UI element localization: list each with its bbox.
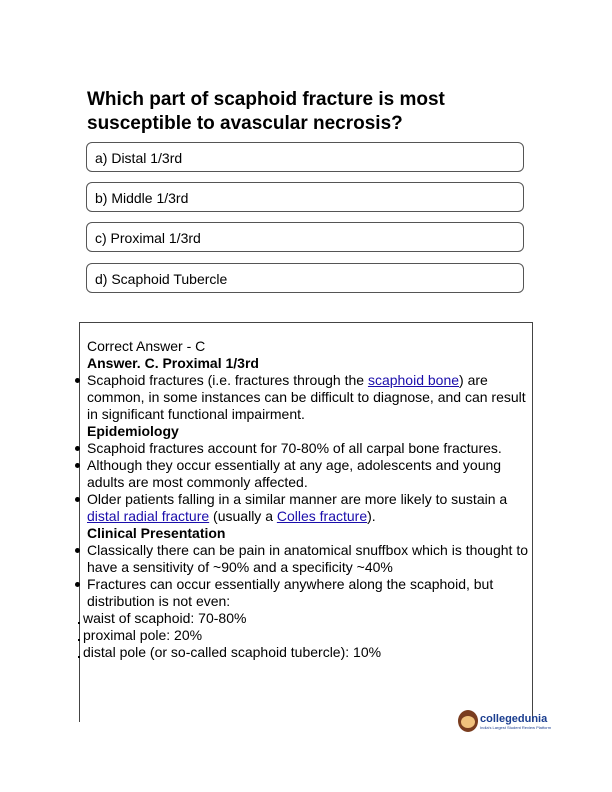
list-item: Fractures can occur essentially anywhere along the scaphoid, but distribution is not even: bbox=[87, 576, 532, 610]
mascot-icon bbox=[458, 710, 478, 732]
scaphoid-bone-link[interactable]: scaphoid bone bbox=[367, 372, 460, 388]
distal-radial-fracture-link[interactable]: distal radial fracture bbox=[87, 508, 210, 524]
list-item: waist of scaphoid: 70-80% bbox=[83, 610, 532, 627]
answer-content bbox=[83, 338, 532, 661]
collegedunia-logo bbox=[458, 708, 551, 734]
list-item: Older patients falling in a similar manner are more likely to sustain a distal radial fracture (usually a Colles fracture). bbox=[87, 491, 532, 525]
correct-answer: Correct Answer - C bbox=[87, 338, 206, 354]
list-item: Classically there can be pain in anatomical snuffbox which is thought to have a sensitivity of ~90% and a specificity ~40% bbox=[87, 542, 532, 576]
colles-fracture-link[interactable]: Colles fracture bbox=[276, 508, 368, 524]
logo-tagline: India's Largest Student Review Platform bbox=[480, 724, 552, 730]
list-item: proximal pole: 20% bbox=[83, 627, 532, 644]
option-d[interactable]: d) Scaphoid Tubercle bbox=[86, 263, 524, 293]
question-title: Which part of scaphoid fracture is most susceptible to avascular necrosis? bbox=[87, 89, 445, 134]
option-a[interactable]: a) Distal 1/3rd bbox=[86, 142, 524, 172]
logo-name: collegedunia bbox=[480, 712, 548, 725]
epidemiology-heading: Epidemiology bbox=[87, 423, 179, 439]
list-item: Scaphoid fractures account for 70-80% of all carpal bone fractures. bbox=[87, 440, 532, 457]
option-c[interactable]: c) Proximal 1/3rd bbox=[86, 222, 524, 252]
clinical-presentation-heading: Clinical Presentation bbox=[87, 525, 226, 541]
option-b[interactable]: b) Middle 1/3rd bbox=[86, 182, 524, 212]
answer-heading: Answer. C. Proximal 1/3rd bbox=[87, 355, 259, 371]
list-item: distal pole (or so-called scaphoid tubercle): 10% bbox=[83, 644, 532, 661]
list-item: Scaphoid fractures (i.e. fractures through the scaphoid bone) are common, in some instances can be difficult to diagnose, and can result in significant functional impairment. bbox=[87, 372, 532, 423]
list-item: Although they occur essentially at any age, adolescents and young adults are most commonly affected. bbox=[87, 457, 532, 491]
